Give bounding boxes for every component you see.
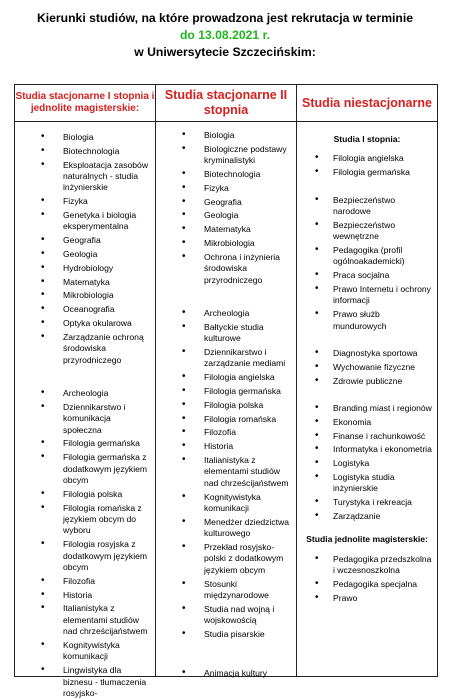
program-item: • Kognitywistyka komunikacji	[15, 640, 155, 663]
program-item: • Stosunki międzynarodowe	[156, 579, 296, 602]
program-item: • Historia	[15, 590, 155, 601]
program-item: • Fizyka	[156, 183, 296, 194]
program-item: • Pedagogika przedszkolna i wczesnoszkolna	[297, 554, 437, 577]
program-list	[156, 130, 296, 286]
program-item: • Bałtyckie studia kulturowe	[156, 322, 296, 345]
program-item: • Prawo służb mundurowych	[297, 309, 437, 332]
program-list	[297, 554, 437, 604]
program-item: • Filozofia	[156, 427, 296, 438]
program-item: • Filologia germańska	[15, 438, 155, 449]
program-item: • Zdrowie publiczne	[297, 376, 437, 387]
program-list	[297, 195, 437, 332]
program-item: • Mikrobiologia	[15, 290, 155, 301]
program-item: • Biotechnologia	[15, 146, 155, 157]
program-item: • Filologia angielska	[297, 153, 437, 164]
program-item: • Animacja kultury	[156, 668, 296, 679]
subheading-first-cycle: Studia I stopnia:	[333, 134, 401, 144]
page-header	[0, 0, 450, 61]
program-list	[156, 668, 296, 679]
program-list	[297, 153, 437, 178]
program-item: • Pedagogika (profil ogólnoakademicki)	[297, 245, 437, 268]
program-item: • Genetyka i biologia eksperymentalna	[15, 210, 155, 233]
table-body-row	[15, 122, 438, 677]
program-item: • Filozofia	[15, 576, 155, 587]
program-item: • Italianistyka z elementami studiów nad chrześcijaństwem	[156, 455, 296, 489]
program-item: • Biotechnologia	[156, 169, 296, 180]
program-item: • Diagnostyka sportowa	[297, 348, 437, 359]
program-item: • Bezpieczeństwo narodowe	[297, 195, 437, 218]
program-item: • Menedżer dziedzictwa kulturowego	[156, 517, 296, 540]
program-item: • Wychowanie fizyczne	[297, 362, 437, 373]
program-item: • Fizyka	[15, 196, 155, 207]
program-item: • Geologia	[156, 210, 296, 221]
program-item: • Branding miast i regionów	[297, 403, 437, 414]
column-full-time-first-cycle	[15, 122, 156, 699]
program-item: • Zarządzanie ochroną środowiska przyrodniczego	[15, 332, 155, 366]
program-item: • Dziennikarstwo i zarządzanie mediami	[156, 347, 296, 370]
program-item: • Biologia	[156, 130, 296, 141]
program-list	[15, 132, 155, 366]
program-item: • Filologia polska	[156, 400, 296, 411]
column-header-full-time-first-cycle: Studia stacjonarne I stopnia i jednolite magisterskie:	[15, 85, 156, 122]
programs-table	[14, 84, 438, 699]
program-item: • Filologia romańska z językiem obcym do wyboru	[15, 503, 155, 537]
program-item: • Filologia germańska	[156, 386, 296, 397]
column-full-time-second-cycle	[156, 122, 297, 677]
program-item: • Archeologia	[156, 308, 296, 319]
program-list	[297, 348, 437, 387]
program-list	[15, 388, 155, 699]
program-item: • Eksploatacja zasobów naturalnych - studia inżynierskie	[15, 160, 155, 194]
program-item: • Filologia germańska z dodatkowym językiem obcym	[15, 452, 155, 486]
subheading-long-cycle-master: Studia jednolite magisterskie:	[306, 534, 428, 545]
program-item: • Prawo	[297, 593, 437, 604]
program-item: • Przekład rosyjsko-polski z dodatkowym językiem obcym	[156, 542, 296, 576]
program-item: • Geografia	[15, 235, 155, 246]
program-item: • Praca socjalna	[297, 270, 437, 281]
column-header-part-time: Studia niestacjonarne	[297, 85, 438, 122]
column-part-time	[297, 122, 438, 677]
program-item: • Zarządzanie	[297, 511, 437, 522]
program-item: • Pedagogika specjalna	[297, 579, 437, 590]
program-item: • Lingwistyka dla biznesu - tłumaczenia rosyjsko-	[15, 665, 155, 699]
header-line-1: Kierunki studiów, na które prowadzona jest rekrutacja w terminie	[36, 11, 414, 25]
program-item: • Ekonomia	[297, 417, 437, 428]
program-item: • Optyka okularowa	[15, 318, 155, 329]
program-item: • Filologia angielska	[156, 372, 296, 383]
program-item: • Turystyka i rekreacja	[297, 497, 437, 508]
table-header-row	[15, 85, 438, 122]
program-item: • Logistyka studia inżynierskie	[297, 472, 437, 495]
program-item: • Studia nad wojną i wojskowością	[156, 604, 296, 627]
program-item: • Geografia	[156, 197, 296, 208]
column-header-full-time-second-cycle: Studia stacjonarne II stopnia	[156, 85, 297, 122]
program-item: • Filologia polska	[15, 489, 155, 500]
program-list	[156, 308, 296, 640]
program-item: • Filologia germańska	[297, 167, 437, 178]
program-item: • Filologia romańska	[156, 414, 296, 425]
program-item: • Mikrobiologia	[156, 238, 296, 249]
program-item: • Ochrona i inżynieria środowiska przyrodniczego	[156, 252, 296, 286]
program-item: • Geologia	[15, 249, 155, 260]
program-list	[297, 403, 437, 522]
program-item: • Informatyka i ekonometria	[297, 444, 437, 455]
program-item: • Studia pisarskie	[156, 629, 296, 640]
program-item: • Matematyka	[15, 277, 155, 288]
program-item: • Historia	[156, 441, 296, 452]
program-item: • Biologiczne podstawy kryminalistyki	[156, 144, 296, 167]
program-item: • Bezpieczeństwo wewnętrzne	[297, 220, 437, 243]
program-item: • Logistyka	[297, 458, 437, 469]
program-item: • Hydrobiology	[15, 263, 155, 274]
program-item: • Finanse i rachunkowość	[297, 431, 437, 442]
program-item: • Dziennikarstwo i komunikacja społeczna	[15, 402, 155, 436]
program-item: • Filologia rosyjska z dodatkowym językiem obcym	[15, 539, 155, 573]
program-item: • Prawo Internetu i ochrony informacji	[297, 284, 437, 307]
program-item: • Matematyka	[156, 224, 296, 235]
program-item: • Kognitywistyka komunikacji	[156, 492, 296, 515]
program-item: • Oceanografia	[15, 304, 155, 315]
header-deadline: do 13.08.2021 r.	[179, 28, 271, 42]
header-line-3: w Uniwersytecie Szczecińskim:	[134, 45, 316, 59]
program-item: • Biologia	[15, 132, 155, 143]
program-item: • Italianistyka z elementami studiów nad chrześcijaństwem	[15, 603, 155, 637]
program-item: • Archeologia	[15, 388, 155, 399]
